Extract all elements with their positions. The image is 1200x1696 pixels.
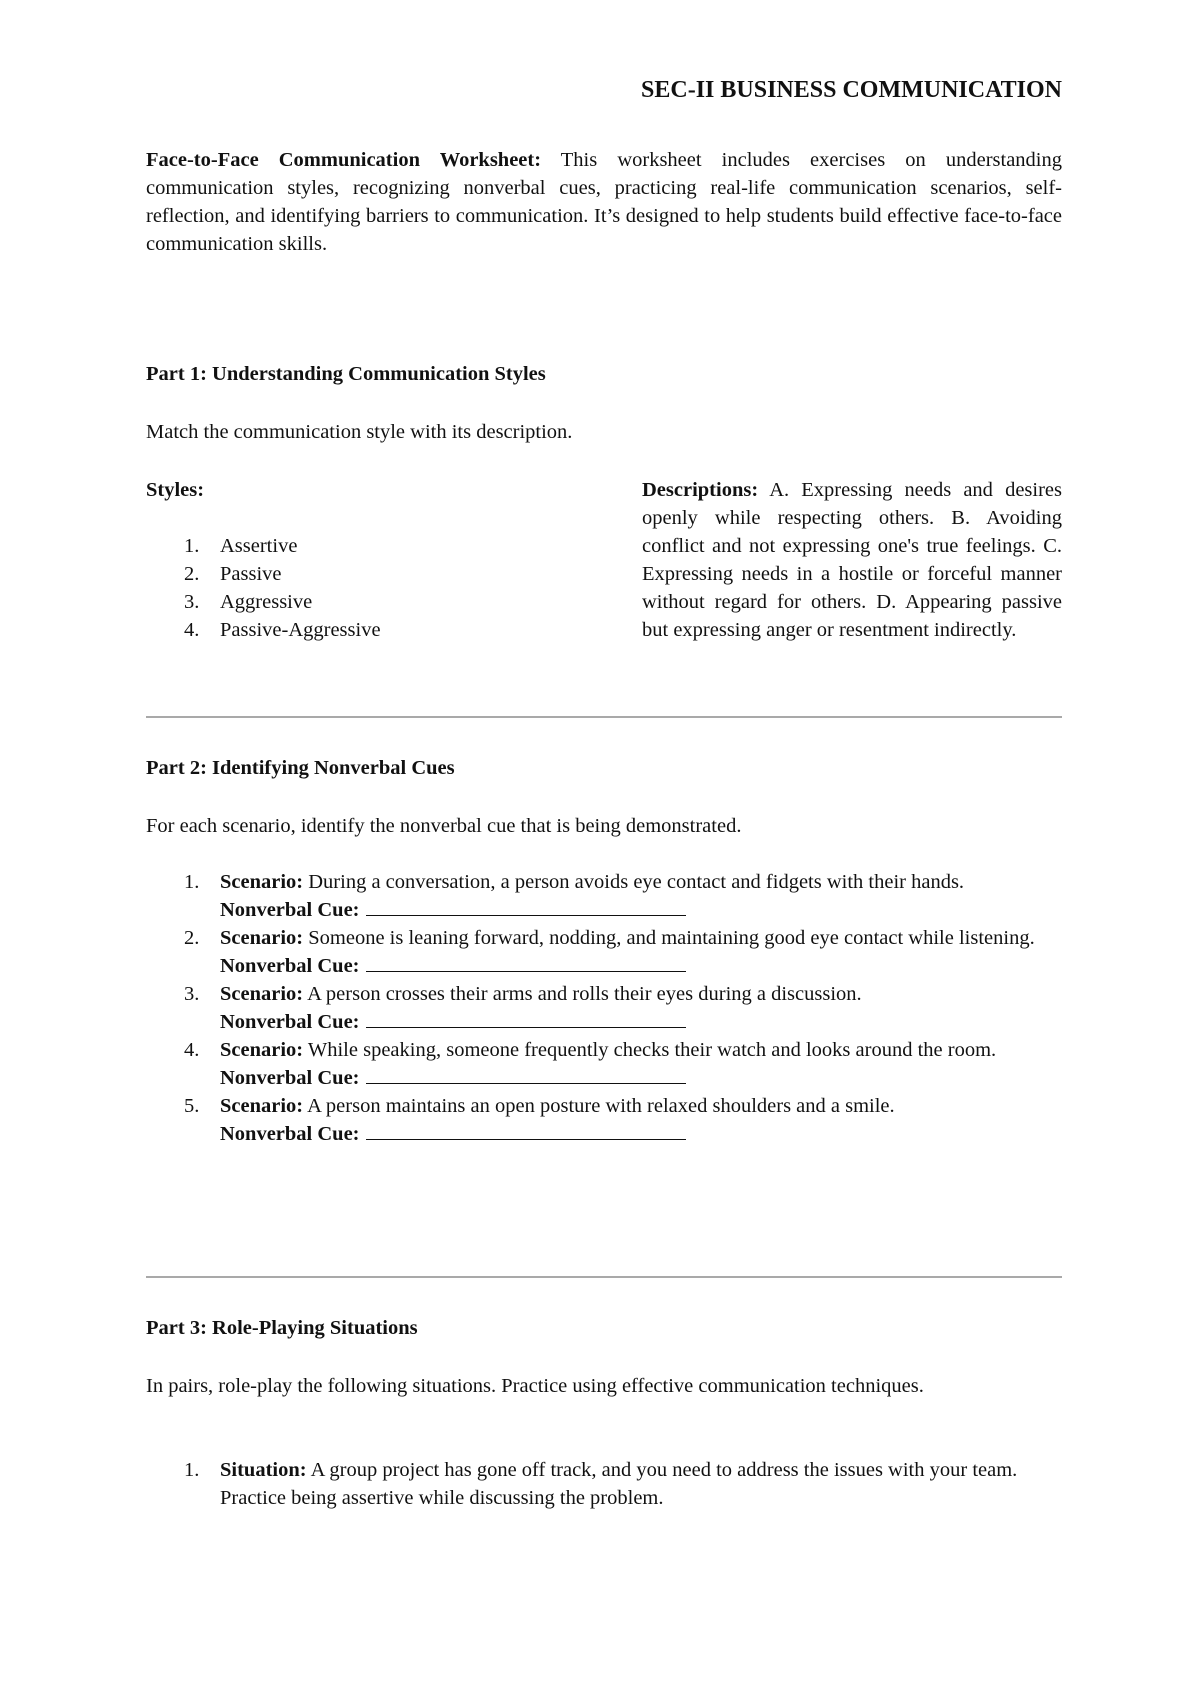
document-header: SEC-II BUSINESS COMMUNICATION bbox=[641, 77, 1062, 103]
style-item bbox=[146, 616, 381, 644]
part1-heading: Part 1: Understanding Communication Styles bbox=[146, 363, 546, 385]
style-text: Passive bbox=[220, 563, 282, 585]
cue-label: Nonverbal Cue: bbox=[220, 1011, 360, 1033]
style-item bbox=[146, 532, 381, 560]
style-item bbox=[146, 560, 381, 588]
style-number: 2. bbox=[184, 563, 200, 585]
cue-label: Nonverbal Cue: bbox=[220, 899, 360, 921]
styles-label: Styles: bbox=[146, 479, 205, 501]
style-number: 4. bbox=[184, 619, 200, 641]
styles-list bbox=[146, 532, 381, 644]
cue-label: Nonverbal Cue: bbox=[220, 1123, 360, 1145]
situation-label: Situation: bbox=[220, 1459, 307, 1481]
answer-blank[interactable] bbox=[366, 1009, 686, 1028]
intro-text: This worksheet includes exercises on understanding communication styles, recognizing nonverbal cues, practicing real-life communication scenarios, self-reflection, and identifying barriers to communication. It’s designed to help students build effective face-to-face communication skills. bbox=[146, 149, 1062, 255]
scenario-text: During a conversation, a person avoids eye contact and fidgets with their hands. bbox=[308, 871, 965, 893]
scenario-text: While speaking, someone frequently checks their watch and looks around the room. bbox=[307, 1039, 997, 1061]
section-divider bbox=[146, 716, 1062, 718]
part2-instruction: For each scenario, identify the nonverbal cue that is being demonstrated. bbox=[146, 815, 742, 837]
part3-heading: Part 3: Role-Playing Situations bbox=[146, 1317, 418, 1339]
cue-item bbox=[146, 868, 1062, 924]
cue-item bbox=[146, 924, 1062, 980]
situation-item bbox=[146, 1456, 1062, 1512]
intro-paragraph bbox=[146, 146, 1062, 258]
cue-number: 1. bbox=[184, 871, 200, 893]
style-text: Assertive bbox=[220, 535, 298, 557]
style-text: Aggressive bbox=[220, 591, 313, 613]
situation-text: A group project has gone off track, and you need to address the issues with your team. Practice being assertive while discussing the problem. bbox=[220, 1459, 1018, 1509]
part1-instruction: Match the communication style with its description. bbox=[146, 421, 573, 443]
scenario-label: Scenario: bbox=[220, 927, 304, 949]
scenario-text: Someone is leaning forward, nodding, and maintaining good eye contact while listening. bbox=[308, 927, 1035, 949]
descriptions-label: Descriptions: bbox=[642, 479, 759, 501]
scenario-label: Scenario: bbox=[220, 1039, 304, 1061]
answer-blank[interactable] bbox=[366, 897, 686, 916]
answer-blank[interactable] bbox=[366, 953, 686, 972]
cue-number: 4. bbox=[184, 1039, 200, 1061]
answer-blank[interactable] bbox=[366, 1121, 686, 1140]
cue-number: 5. bbox=[184, 1095, 200, 1117]
cue-item bbox=[146, 1036, 1062, 1092]
style-item bbox=[146, 588, 381, 616]
description-a: A. Expressing needs and desires openly while respecting others. bbox=[642, 479, 1063, 529]
part2-heading: Part 2: Identifying Nonverbal Cues bbox=[146, 757, 455, 779]
nonverbal-cue-list bbox=[146, 868, 1062, 1148]
style-number: 1. bbox=[184, 535, 200, 557]
style-number: 3. bbox=[184, 591, 200, 613]
intro-label: Face-to-Face Communication Worksheet: bbox=[146, 149, 542, 171]
cue-number: 3. bbox=[184, 983, 200, 1005]
section-divider bbox=[146, 1276, 1062, 1278]
scenario-label: Scenario: bbox=[220, 1095, 304, 1117]
cue-label: Nonverbal Cue: bbox=[220, 1067, 360, 1089]
cue-number: 2. bbox=[184, 927, 200, 949]
cue-item bbox=[146, 1092, 1062, 1148]
description-d: D. Appearing passive but expressing anger or resentment indirectly. bbox=[642, 591, 1063, 641]
description-b: B. Avoiding conflict and not expressing one's true feelings. bbox=[642, 507, 1063, 557]
cue-item bbox=[146, 980, 1062, 1036]
description-c: C. Expressing needs in a hostile or forceful manner without regard for others. bbox=[642, 535, 1062, 613]
answer-blank[interactable] bbox=[366, 1065, 686, 1084]
scenario-text: A person maintains an open posture with relaxed shoulders and a smile. bbox=[307, 1095, 895, 1117]
situation-number: 1. bbox=[184, 1459, 200, 1481]
scenario-text: A person crosses their arms and rolls their eyes during a discussion. bbox=[307, 983, 862, 1005]
cue-label: Nonverbal Cue: bbox=[220, 955, 360, 977]
situation-list bbox=[146, 1456, 1062, 1512]
descriptions-block bbox=[642, 476, 1062, 644]
scenario-label: Scenario: bbox=[220, 983, 304, 1005]
scenario-label: Scenario: bbox=[220, 871, 304, 893]
style-text: Passive-Aggressive bbox=[220, 619, 381, 641]
part3-instruction: In pairs, role-play the following situations. Practice using effective communication techniques. bbox=[146, 1375, 924, 1397]
